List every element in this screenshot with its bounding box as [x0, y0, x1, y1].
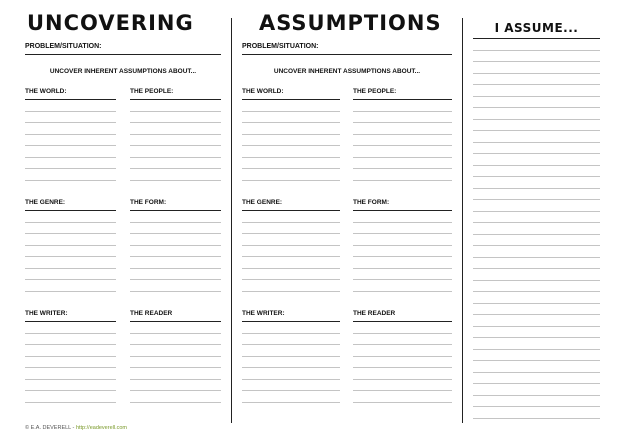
writing-line	[353, 333, 452, 334]
writing-line	[473, 199, 600, 200]
writing-line	[353, 356, 452, 357]
writing-line	[353, 222, 452, 223]
writing-line	[473, 280, 600, 281]
writing-line	[130, 168, 221, 169]
writing-line	[353, 379, 452, 380]
category-reader-label: THE READER	[130, 310, 173, 317]
writing-line	[473, 418, 600, 419]
category-world-label: THE WORLD:	[242, 88, 284, 95]
writing-line	[130, 180, 221, 181]
people-writing-lines[interactable]	[353, 99, 452, 189]
writing-line	[473, 50, 600, 51]
writing-line	[473, 372, 600, 373]
writing-line	[473, 165, 600, 166]
column-divider-1	[231, 18, 232, 423]
uncover-label: UNCOVER INHERENT ASSUMPTIONS ABOUT...	[49, 68, 197, 75]
form-writing-lines[interactable]	[353, 210, 452, 300]
writing-line	[473, 107, 600, 108]
writing-line	[25, 180, 116, 181]
writing-line	[353, 245, 452, 246]
writing-line	[25, 134, 116, 135]
writing-line	[25, 379, 116, 380]
writing-line	[473, 383, 600, 384]
writing-line	[353, 157, 452, 158]
writing-line	[242, 268, 340, 269]
category-writer-label: THE WRITER:	[25, 310, 68, 317]
writing-line	[130, 390, 221, 391]
writing-line	[473, 84, 600, 85]
category-form-label: THE FORM:	[353, 199, 390, 206]
writing-line	[25, 291, 116, 292]
writing-line	[353, 291, 452, 292]
category-reader-label: THE READER	[353, 310, 396, 317]
footer-credit	[25, 425, 127, 431]
writing-line	[130, 367, 221, 368]
writing-line	[473, 326, 600, 327]
writing-line	[473, 119, 600, 120]
writing-line	[130, 222, 221, 223]
writing-line	[353, 256, 452, 257]
assume-writing-lines[interactable]	[473, 38, 600, 418]
writing-line	[242, 222, 340, 223]
genre-writing-lines[interactable]	[25, 210, 116, 300]
assume-title: I ASSUME...	[494, 21, 579, 35]
reader-writing-lines[interactable]	[353, 321, 452, 411]
writing-line	[353, 390, 452, 391]
writing-line	[130, 402, 221, 403]
writing-line	[25, 145, 116, 146]
writing-line	[130, 268, 221, 269]
writing-line	[25, 402, 116, 403]
writing-line	[353, 279, 452, 280]
writing-line	[473, 303, 600, 304]
writing-line	[25, 279, 116, 280]
world-writing-lines[interactable]	[242, 99, 340, 189]
category-writer-label: THE WRITER:	[242, 310, 285, 317]
writing-line	[473, 245, 600, 246]
writing-line	[242, 356, 340, 357]
writing-line	[25, 157, 116, 158]
category-form-label: THE FORM:	[130, 199, 167, 206]
writing-line	[473, 360, 600, 361]
writing-line	[353, 168, 452, 169]
writing-line	[130, 256, 221, 257]
writing-line	[130, 157, 221, 158]
form-writing-lines[interactable]	[130, 210, 221, 300]
writing-line	[242, 379, 340, 380]
writing-line	[242, 344, 340, 345]
writing-line	[353, 402, 452, 403]
writing-line	[473, 395, 600, 396]
reader-writing-lines[interactable]	[130, 321, 221, 411]
writing-line	[353, 233, 452, 234]
writing-line	[473, 314, 600, 315]
writing-line	[25, 168, 116, 169]
people-writing-lines[interactable]	[130, 99, 221, 189]
problem-field[interactable]	[242, 54, 452, 55]
category-world-label: THE WORLD:	[25, 88, 67, 95]
writing-line	[25, 367, 116, 368]
writing-line	[473, 61, 600, 62]
writing-line	[473, 291, 600, 292]
writing-line	[130, 279, 221, 280]
writing-line	[130, 122, 221, 123]
writing-line	[353, 111, 452, 112]
writing-line	[130, 111, 221, 112]
writing-line	[25, 390, 116, 391]
writing-line	[130, 245, 221, 246]
writing-line	[473, 153, 600, 154]
writing-line	[25, 122, 116, 123]
writing-line	[242, 233, 340, 234]
category-people-label: THE PEOPLE:	[353, 88, 397, 95]
writing-line	[473, 268, 600, 269]
writing-line	[242, 145, 340, 146]
writing-line	[130, 134, 221, 135]
writing-line	[25, 111, 116, 112]
writing-line	[473, 222, 600, 223]
writing-line	[353, 367, 452, 368]
writing-line	[473, 96, 600, 97]
uncover-label: UNCOVER INHERENT ASSUMPTIONS ABOUT...	[273, 68, 421, 75]
writing-line	[25, 256, 116, 257]
writing-line	[473, 142, 600, 143]
writing-line	[473, 188, 600, 189]
footer-copyright: © E.A. DEVERELL -	[25, 425, 75, 431]
writing-line	[25, 356, 116, 357]
writing-line	[242, 157, 340, 158]
writer-writing-lines[interactable]	[242, 321, 340, 411]
writing-line	[473, 176, 600, 177]
writing-line	[473, 234, 600, 235]
page-title-right: ASSUMPTIONS	[259, 11, 442, 35]
world-writing-lines[interactable]	[25, 99, 116, 189]
genre-writing-lines[interactable]	[242, 210, 340, 300]
writing-line	[473, 257, 600, 258]
writing-line	[242, 390, 340, 391]
writing-line	[473, 73, 600, 74]
writing-line	[242, 180, 340, 181]
writing-line	[353, 180, 452, 181]
writing-line	[25, 245, 116, 246]
writing-line	[25, 222, 116, 223]
writing-line	[353, 145, 452, 146]
writing-line	[242, 134, 340, 135]
writing-line	[242, 256, 340, 257]
writing-line	[25, 333, 116, 334]
problem-field[interactable]	[25, 54, 221, 55]
writing-line	[242, 291, 340, 292]
writing-line	[473, 349, 600, 350]
writing-line	[242, 168, 340, 169]
writing-line	[242, 367, 340, 368]
page-title-left: UNCOVERING	[27, 11, 194, 35]
writing-line	[25, 233, 116, 234]
writing-line	[130, 344, 221, 345]
problem-label: PROBLEM/SITUATION:	[242, 43, 319, 50]
writing-line	[473, 406, 600, 407]
writing-line	[473, 211, 600, 212]
writer-writing-lines[interactable]	[25, 321, 116, 411]
category-people-label: THE PEOPLE:	[130, 88, 174, 95]
writing-line	[242, 111, 340, 112]
writing-line	[353, 134, 452, 135]
writing-line	[473, 130, 600, 131]
writing-line	[353, 122, 452, 123]
category-genre-label: THE GENRE:	[242, 199, 283, 206]
category-genre-label: THE GENRE:	[25, 199, 66, 206]
writing-line	[242, 122, 340, 123]
writing-line	[130, 145, 221, 146]
writing-line	[130, 233, 221, 234]
writing-line	[130, 379, 221, 380]
writing-line	[242, 333, 340, 334]
column-divider-2	[462, 18, 463, 423]
writing-line	[130, 291, 221, 292]
writing-line	[353, 344, 452, 345]
problem-label: PROBLEM/SITUATION:	[25, 43, 102, 50]
writing-line	[473, 337, 600, 338]
writing-line	[25, 344, 116, 345]
writing-line	[130, 356, 221, 357]
writing-line	[242, 245, 340, 246]
writing-line	[242, 279, 340, 280]
writing-line	[25, 268, 116, 269]
footer-link[interactable]: http://eadeverell.com	[75, 425, 127, 431]
writing-line	[130, 333, 221, 334]
writing-line	[353, 268, 452, 269]
writing-line	[242, 402, 340, 403]
